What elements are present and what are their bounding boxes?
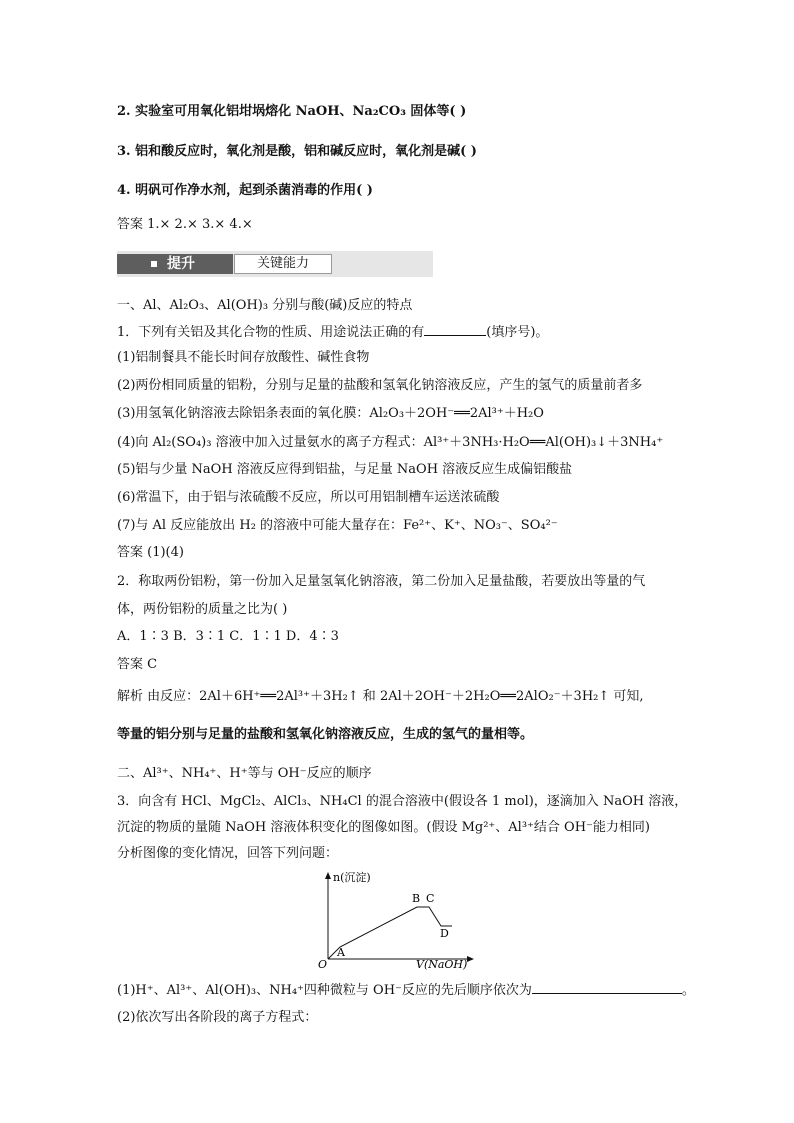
y-axis-arrow-icon: [325, 872, 331, 879]
precipitate-graph: [318, 868, 478, 974]
x-axis-arrow-icon: [467, 956, 474, 962]
answer-blank[interactable]: [532, 981, 682, 994]
sub-question-1-suffix: 。: [681, 983, 695, 998]
point-label-a: A: [337, 946, 345, 959]
option-2: (2)两份相同质量的铝粉，分别与足量的盐酸和氢氧化钠溶液反应，产生的氢气的质量前者多: [117, 378, 643, 393]
point-label-d: D: [440, 927, 449, 940]
sub-question-2: (2)依次写出各阶段的离子方程式：: [117, 1010, 318, 1025]
answer-blank[interactable]: [424, 323, 486, 336]
section-title: 关键能力: [234, 254, 332, 274]
sub-question-1-text: (1)H⁺、Al³⁺、Al(OH)₃、NH₄⁺四种微粒与 OH⁻反应的先后顺序依次为: [117, 983, 532, 998]
point-label-c: C: [426, 892, 435, 905]
point-label-b: B: [412, 892, 421, 905]
section-header-bar: [117, 251, 433, 277]
option-7: (7)与 Al 反应能放出 H₂ 的溶液中可能大量存在：Fe²⁺、K⁺、NO₃⁻、SO₄²⁻: [117, 518, 558, 533]
square-bullet-icon: [151, 261, 157, 267]
judgement-item-2: 2. 实验室可用氧化铝坩埚熔化 NaOH、Na₂CO₃ 固体等( ): [117, 104, 467, 119]
question-3-line-3: 分析图像的变化情况，回答下列问题：: [117, 846, 339, 861]
option-4: (4)向 Al₂(SO₄)₃ 溶液中加入过量氨水的离子方程式：Al³⁺＋3NH₃·H₂O══Al(OH)₃↓＋3NH₄⁺: [117, 435, 664, 450]
section-tag: [117, 254, 233, 274]
option-1: (1)铝制餐具不能长时间存放酸性、碱性食物: [117, 350, 370, 365]
question-1-stem: [117, 323, 548, 342]
judgement-answer: 答案 1.× 2.× 3.× 4.×: [117, 217, 253, 232]
option-5: (5)铝与少量 NaOH 溶液反应得到铝盐，与足量 NaOH 溶液反应生成偏铝酸盐: [117, 462, 573, 477]
question-2-analysis-line-1: 解析 由反应：2Al＋6H⁺══2Al³⁺＋3H₂↑ 和 2Al＋2OH⁻＋2H₂O══2AlO₂⁻＋3H₂↑ 可知,: [117, 689, 644, 704]
question-3-line-2: 沉淀的物质的量随 NaOH 溶液体积变化的图像如图。(假设 Mg²⁺、Al³⁺结合 OH⁻能力相同): [117, 820, 650, 835]
question-2-answer: 答案 C: [117, 657, 158, 672]
origin-label: O: [318, 958, 328, 971]
question-2-analysis-line-2: 等量的铝分别与足量的盐酸和氢氧化钠溶液反应，生成的氢气的量相等。: [117, 727, 534, 742]
question-2-line-1: 2．称取两份铝粉，第一份加入足量氢氧化钠溶液，第二份加入足量盐酸，若要放出等量的气: [117, 574, 646, 589]
question-1-answer: 答案 (1)(4): [117, 545, 184, 560]
question-1-stem-text: 1．下列有关铝及其化合物的性质、用途说法正确的有: [117, 325, 425, 340]
question-2-choices: A．1∶3 B．3∶1 C．1∶1 D．4∶3: [117, 629, 339, 644]
option-6: (6)常温下，由于铝与浓硫酸不反应，所以可用铝制槽车运送浓硫酸: [117, 490, 500, 505]
question-1-stem-suffix: (填序号)。: [486, 325, 549, 340]
x-axis-label: V(NaOH): [416, 958, 468, 971]
question-3-line-1: 3．向含有 HCl、MgCl₂、AlCl₃、NH₄Cl 的混合溶液中(假设各 1 mol)，逐滴加入 NaOH 溶液，: [117, 794, 688, 809]
part2-heading: 二、Al³⁺、NH₄⁺、H⁺等与 OH⁻反应的顺序: [117, 766, 372, 781]
judgement-item-4: 4. 明矾可作净水剂，起到杀菌消毒的作用( ): [117, 183, 373, 198]
y-axis-label: n(沉淀): [333, 871, 371, 884]
precipitate-curve: [328, 907, 452, 959]
sub-question-1: [117, 981, 695, 1000]
question-2-line-2: 体，两份铝粉的质量之比为( ): [117, 602, 288, 617]
section-tag-label: 提升: [167, 256, 195, 272]
judgement-item-3: 3. 铝和酸反应时，氧化剂是酸，铝和碱反应时，氧化剂是碱( ): [117, 144, 477, 159]
part1-heading: 一、Al、Al₂O₃、Al(OH)₃ 分别与酸(碱)反应的特点: [117, 298, 413, 313]
option-3: (3)用氢氧化钠溶液去除铝条表面的氧化膜：Al₂O₃＋2OH⁻══2Al³⁺＋H₂O: [117, 406, 544, 421]
